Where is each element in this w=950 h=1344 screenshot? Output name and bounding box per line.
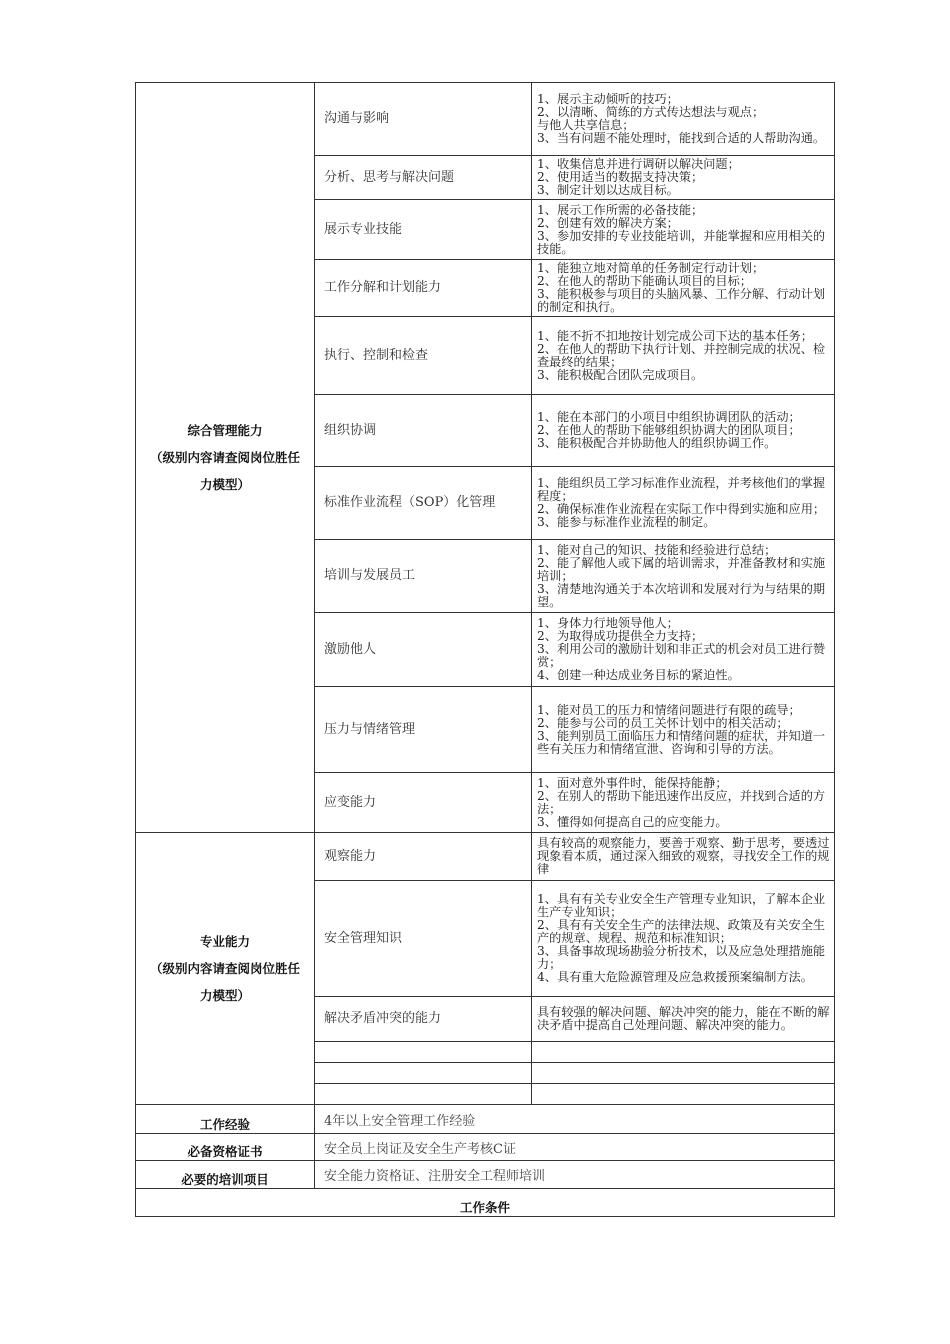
experience-label: 工作经验 bbox=[136, 1105, 315, 1134]
mgmt-category-title: 综合管理能力 bbox=[187, 423, 263, 438]
competency-name: 组织协调 bbox=[315, 395, 532, 467]
desc-line: 2、能参与公司的员工关怀计划中的相关活动； bbox=[537, 715, 789, 730]
desc-line: 3、能参与标准作业流程的制定。 bbox=[537, 515, 716, 529]
desc-line: 3、懂得如何提高自己的应变能力。 bbox=[537, 814, 728, 829]
desc-line: 2、在他人的帮助下执行计划、并控制完成的状况、检查最终的结果； bbox=[537, 341, 826, 369]
desc-line: 2、在他人的帮助下能够组织协调大的团队项目； bbox=[537, 423, 801, 437]
desc-line: 1、具有有关专业安全生产管理专业知识，了解本企业生产专业知识； bbox=[537, 892, 826, 919]
conditions-row bbox=[136, 1189, 835, 1217]
competency-name: 激励他人 bbox=[315, 613, 532, 687]
certificate-label: 必备资格证书 bbox=[136, 1134, 315, 1161]
prof-category-cell bbox=[136, 833, 315, 1105]
empty-cell bbox=[532, 1084, 835, 1105]
competency-name: 压力与情绪管理 bbox=[315, 687, 532, 773]
competency-name: 解决矛盾冲突的能力 bbox=[315, 997, 532, 1042]
empty-cell bbox=[315, 1063, 532, 1084]
certificate-row bbox=[136, 1134, 835, 1161]
desc-line: 1、能对自己的知识、技能和经验进行总结； bbox=[537, 542, 777, 557]
experience-value: 4年以上安全管理工作经验 bbox=[315, 1105, 835, 1134]
table-row bbox=[136, 833, 835, 881]
competency-name: 展示专业技能 bbox=[315, 200, 532, 260]
competency-description bbox=[532, 317, 835, 395]
desc-line: 3、能积极配合团队完成项目。 bbox=[537, 367, 704, 382]
competency-name: 执行、控制和检查 bbox=[315, 317, 532, 395]
desc-line: 1、收集信息并进行调研以解决问题； bbox=[537, 157, 740, 171]
training-label: 必要的培训项目 bbox=[136, 1161, 315, 1189]
prof-category-title: 专业能力 bbox=[199, 934, 250, 949]
mgmt-category-cell bbox=[136, 83, 315, 833]
desc-line: 1、能组织员工学习标准作业流程，并考核他们的掌握程度； bbox=[537, 476, 826, 503]
job-competency-table bbox=[135, 82, 835, 1217]
empty-cell bbox=[532, 1063, 835, 1084]
desc-line: 1、能在本部门的小项目中组织协调团队的活动； bbox=[537, 410, 801, 424]
competency-name: 标准作业流程（SOP）化管理 bbox=[315, 467, 532, 540]
desc-line: 1、展示主动倾听的技巧； bbox=[537, 92, 679, 106]
competency-description bbox=[532, 773, 835, 833]
desc-line: 2、确保标准作业流程在实际工作中得到实施和应用； bbox=[537, 502, 826, 516]
competency-description bbox=[532, 687, 835, 773]
competency-name: 沟通与影响 bbox=[315, 83, 532, 156]
desc-line: 3、利用公司的激励计划和非正式的机会对员工进行赞赏； bbox=[537, 642, 826, 669]
work-conditions-heading: 工作条件 bbox=[136, 1189, 835, 1217]
competency-description bbox=[532, 156, 835, 200]
desc-line: 1、能独立地对简单的任务制定行动计划； bbox=[537, 261, 765, 275]
desc-line: 2、能了解他人或下属的培训需求，并准备教材和实施培训； bbox=[537, 555, 826, 583]
prof-category-note-1: （级别内容请查阅岗位胜任 bbox=[149, 961, 300, 976]
desc-line: 3、清楚地沟通关于本次培训和发展对行为与结果的期望。 bbox=[537, 581, 826, 609]
desc-line: 1、身体力行地领导他人； bbox=[537, 616, 679, 630]
desc-line: 1、面对意外事件时，能保持能静； bbox=[537, 775, 728, 790]
training-value: 安全能力资格证、注册安全工程师培训 bbox=[315, 1161, 835, 1189]
certificate-value: 安全员上岗证及安全生产考核C证 bbox=[315, 1134, 835, 1161]
desc-line: 2、使用适当的数据支持决策； bbox=[537, 170, 704, 184]
desc-line: 3、能积极配合并协助他人的组织协调工作。 bbox=[537, 436, 777, 450]
desc-line: 3、能判别员工面临压力和情绪问题的症状，并知道一些有关压力和情绪宣泄、咨询和引导的方法。 bbox=[537, 728, 826, 756]
competency-description bbox=[532, 467, 835, 540]
table-row bbox=[136, 83, 835, 156]
desc-line: 2、以清晰、简练的方式传达想法与观点； bbox=[537, 105, 765, 119]
desc-line: 3、参加安排的专业技能培训，并能掌握和应用相关的技能。 bbox=[537, 228, 826, 256]
desc-line: 具有较强的解决问题、解决冲突的能力，能在不断的解决矛盾中提高自己处理问题、解决冲突的能力。 bbox=[537, 1005, 830, 1032]
desc-line: 3、能积极参与项目的头脑风暴、工作分解、行动计划的制定和执行。 bbox=[537, 287, 826, 314]
competency-name: 培训与发展员工 bbox=[315, 540, 532, 613]
competency-description bbox=[532, 540, 835, 613]
competency-description bbox=[532, 395, 835, 467]
desc-line: 2、具有有关安全生产的法律法规、政策及有关安全生产的规章、规程、规范和标准知识； bbox=[537, 918, 826, 945]
desc-line: 1、能对员工的压力和情绪问题进行有限的疏导； bbox=[537, 702, 801, 717]
desc-line: 具有较高的观察能力，要善于观察、勤于思考，要透过现象看本质，通过深入细致的观察，寻找安全工作的规律 bbox=[537, 836, 830, 876]
prof-category-note-2: 力模型） bbox=[199, 988, 250, 1003]
desc-line: 与他人共享信息； bbox=[537, 118, 635, 132]
desc-line: 2、为取得成功提供全力支持； bbox=[537, 629, 704, 643]
desc-line: 4、具有重大危险源管理及应急救援预案编制方法。 bbox=[537, 970, 813, 984]
empty-cell bbox=[315, 1084, 532, 1105]
competency-description bbox=[532, 833, 835, 881]
competency-name: 工作分解和计划能力 bbox=[315, 260, 532, 317]
competency-description bbox=[532, 881, 835, 997]
desc-line: 3、具备事故现场勘验分析技术，以及应急处理措施能力； bbox=[537, 944, 826, 971]
desc-line: 2、在他人的帮助下能确认项目的目标； bbox=[537, 274, 752, 288]
desc-line: 3、制定计划以达成目标。 bbox=[537, 183, 679, 197]
training-row bbox=[136, 1161, 835, 1189]
competency-description bbox=[532, 997, 835, 1042]
competency-description bbox=[532, 260, 835, 317]
competency-name: 应变能力 bbox=[315, 773, 532, 833]
desc-line: 1、能不折不扣地按计划完成公司下达的基本任务； bbox=[537, 328, 813, 343]
desc-line: 1、展示工作所需的必备技能； bbox=[537, 202, 704, 217]
competency-name: 安全管理知识 bbox=[315, 881, 532, 997]
mgmt-category-note-2: 力模型） bbox=[199, 477, 250, 492]
competency-name: 观察能力 bbox=[315, 833, 532, 881]
desc-line: 3、当有问题不能处理时，能找到合适的人帮助沟通。 bbox=[537, 131, 826, 145]
experience-row bbox=[136, 1105, 835, 1134]
desc-line: 2、创建有效的解决方案； bbox=[537, 215, 679, 230]
competency-description bbox=[532, 200, 835, 260]
empty-cell bbox=[532, 1042, 835, 1063]
competency-description bbox=[532, 83, 835, 156]
mgmt-category-note-1: （级别内容请查阅岗位胜任 bbox=[149, 450, 300, 465]
competency-description bbox=[532, 613, 835, 687]
empty-cell bbox=[315, 1042, 532, 1063]
competency-name: 分析、思考与解决问题 bbox=[315, 156, 532, 200]
desc-line: 4、创建一种达成业务目标的紧迫性。 bbox=[537, 668, 740, 682]
desc-line: 2、在别人的帮助下能迅速作出反应，并找到合适的方法； bbox=[537, 788, 826, 816]
